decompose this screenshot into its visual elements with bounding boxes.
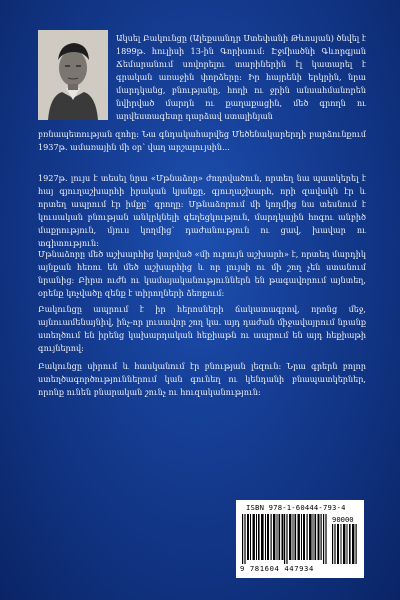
- barcode-bars-icon: [242, 514, 328, 564]
- paragraph-nature-language: Բակունցը սիրում և հասկանում էր բնության լեզուն: Նրա գրերն բոլոր ստեղծագործություններում կան գունեղ ու կենդանի բնապատկերներ, որոնք ունեն բնարական շունչ ու հուզականություն:: [38, 361, 366, 397]
- isbn-text: ISBN 978-1-60444-793-4: [246, 503, 346, 512]
- isbn-barcode: [236, 500, 364, 578]
- bio-paragraph-intro: Ակսել Բակունցը (Ալեքսանդր Ստեփանի Թևոսյան) ծնվել է 1899թ. հուլիսի 13-ին Գորիսում: Էջմիածնի Գևորգյան Ճեմարանում սովորելու տարիներին էլ կատարել է գրական առաջին փորձերը: Իր հայրենի երկրին, նրա մարդկանց, բնությանը, հողի ու ջրին անսահմանորեն նվիրված մարդն ու քաղաքացին, մեծ գրողն ու արվեստագետը դարձավ ստալինյան: [116, 33, 366, 121]
- paragraph-heroes: Բակունցը ապրում է իր հերոսների ճակատագրով, որոնց մեջ, այնուամենայնիվ, ինչ-որ լուսավոր շող կա. այդ դաժան միջավայրում նրանք ստեղծում են իրենց կախարդական հեքիաթն ու ապրում են այդ հեքիաթի գույներով:: [38, 304, 366, 353]
- paragraph-mtnadzor-world: Մթնաձորը մեծ աշխարհից կտրված «մի ուրույն աշխարհ» է, որտեղ մարդիկ այնքան հեռու են մեծ աշխարհից և որ լույսի ու մի շող չեն ստանում նրանից: Բիրտ ուժն ու կամայականություններն են թագավորում այնտեղ, օրենք կոչվածը զենք է տիրողների ձեռքում:: [38, 249, 366, 298]
- paragraph-mtnadzor-collection: 1927թ. լույս է տեսել նրա «Մթնաձոր» ժողովածուն, որտեղ նա պատկերել է հայ գյուղաշխարհի իրական կյանքը, գյուղաշխարհ, որի զավակն էր և որտեղ ապրում էր իմքը՝ գրողը: Մթնաձորում մի կողմից նա տեսնում է կուսական բնության անկրկնելի գեղեցկություն, մարդկային հոգու անբիծ մաքրություն, մյուս կողմից՝ դաժանություն ու ցավ, խավար ու տգիտություն:: [38, 173, 366, 248]
- price-code: 90000: [332, 515, 354, 524]
- bio-paragraph-intro-continued: բռնապետության զոհը: Նա գնդակահարվեց Մեծենակարերդի բարձունքում 1937թ. ամառային մի օր՝ վաղ արշալույսին...: [38, 129, 366, 152]
- barcode-digits: 9 781604 447934: [240, 564, 314, 573]
- price-barcode-icon: [332, 524, 358, 564]
- portrait-icon: [38, 30, 108, 120]
- author-portrait-photo: [38, 30, 108, 120]
